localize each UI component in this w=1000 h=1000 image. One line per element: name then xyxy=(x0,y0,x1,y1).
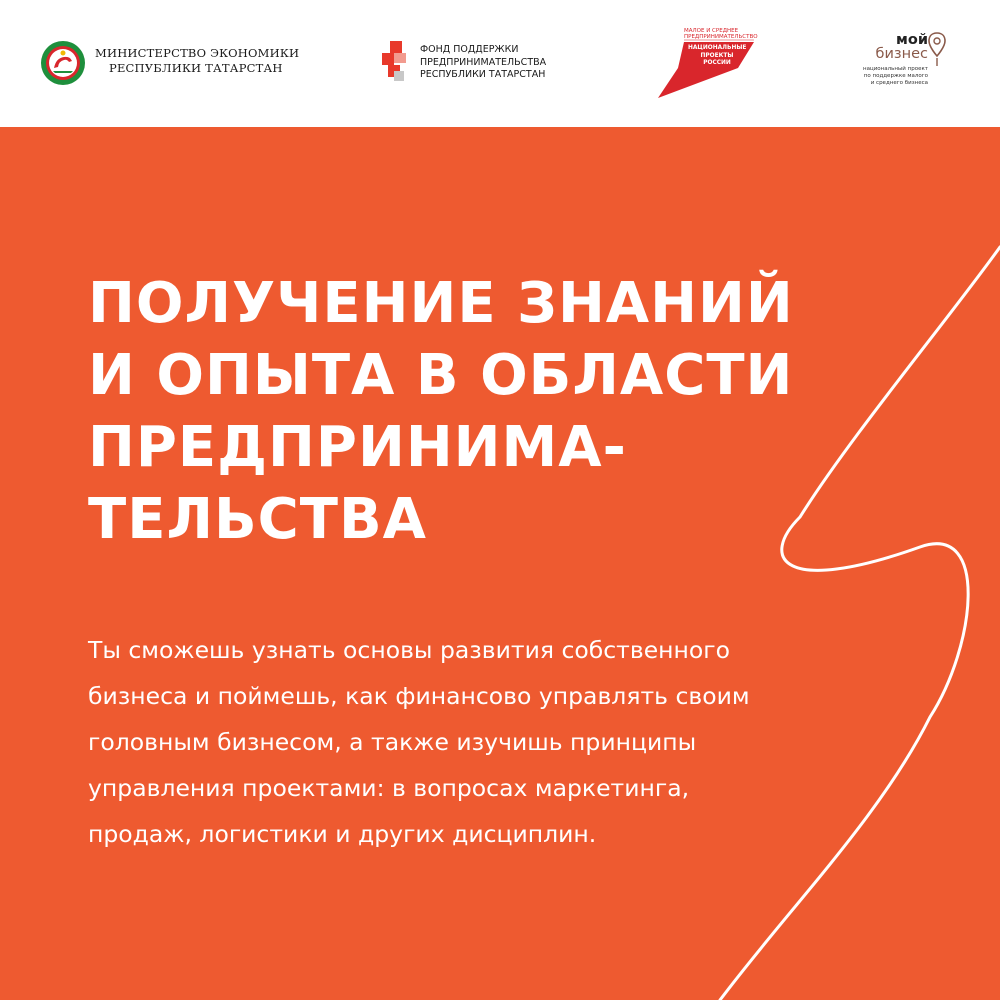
fund-name xyxy=(420,44,546,82)
np-caption-line-2: ПРЕДПРИНИМАТЕЛЬСТВО xyxy=(684,34,758,40)
heading-line-2: И ОПЫТА В ОБЛАСТИ xyxy=(88,343,794,408)
description-text xyxy=(88,627,908,857)
moi-biznes-subtitle xyxy=(863,66,928,87)
moi-biznes-sub-line-3: и среднего бизнеса xyxy=(870,80,928,86)
moi-biznes-sub-line-2: по поддержке малого xyxy=(863,73,928,79)
np-title-line-1: НАЦИОНАЛЬНЫЕ xyxy=(688,43,747,51)
moi-biznes-logo xyxy=(846,30,956,94)
ministry-economy-logo xyxy=(40,40,320,86)
fund-logo-icon xyxy=(382,41,410,83)
heading-line-4: ТЕЛЬСТВА xyxy=(88,487,427,552)
moi-biznes-sub-line-1: национальный проект xyxy=(863,66,928,72)
description-line-4: управления проектами: в вопросах маркетинга, xyxy=(88,774,690,802)
moi-biznes-title xyxy=(876,33,928,61)
description-line-3: головным бизнесом, а также изучишь принципы xyxy=(88,728,697,756)
header-logos-bar xyxy=(0,0,1000,127)
moi-biznes-title-line-1: мой xyxy=(896,32,928,48)
moi-biznes-title-line-2: бизнес xyxy=(875,46,928,62)
ministry-name-line-1: МИНИСТЕРСТВО ЭКОНОМИКИ xyxy=(95,46,300,60)
np-title-line-2: ПРОЕКТЫ xyxy=(700,50,734,59)
description-line-2: бизнеса и поймешь, как финансово управлять своим xyxy=(88,682,750,710)
location-pin-icon xyxy=(928,32,946,68)
entrepreneurship-fund-logo xyxy=(382,41,582,85)
ministry-name xyxy=(95,46,299,76)
description-line-1: Ты сможешь узнать основы развития собственного xyxy=(88,636,730,664)
np-title-line-3: РОССИИ xyxy=(703,58,731,66)
ministry-name-line-2: РЕСПУБЛИКИ ТАТАРСТАН xyxy=(109,61,283,75)
fund-name-line-2: ПРЕДПРИНИМАТЕЛЬСТВА xyxy=(420,56,547,68)
decorative-curve-line xyxy=(0,127,1000,1000)
national-projects-title xyxy=(688,44,746,67)
heading-line-3: ПРЕДПРИНИМА- xyxy=(88,415,627,480)
heading-line-1: ПОЛУЧЕНИЕ ЗНАНИЙ xyxy=(88,271,794,336)
fund-name-line-3: РЕСПУБЛИКИ ТАТАРСТАН xyxy=(420,69,546,80)
main-heading xyxy=(88,268,968,556)
fund-name-line-1: ФОНД ПОДДЕРЖКИ xyxy=(420,44,519,55)
tatarstan-emblem-icon xyxy=(40,40,86,86)
np-caption-line-1: МАЛОЕ И СРЕДНЕЕ xyxy=(684,28,739,34)
description-line-5: продаж, логистики и других дисциплин. xyxy=(88,820,597,848)
content-panel xyxy=(0,127,1000,1000)
national-projects-caption xyxy=(684,28,758,40)
national-projects-logo xyxy=(658,28,758,100)
